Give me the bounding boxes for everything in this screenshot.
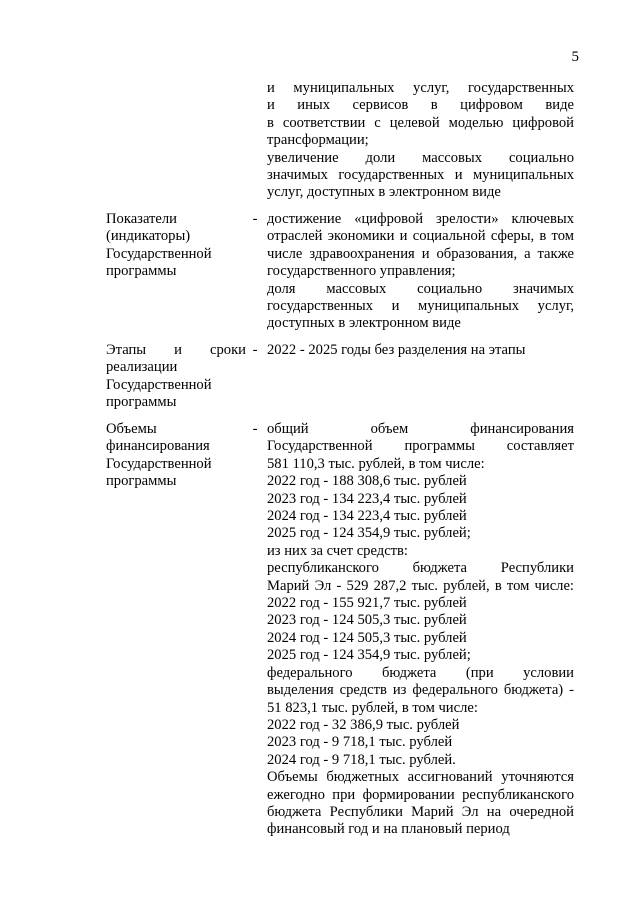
text-line: доступных в электронном виде (267, 315, 461, 332)
text-line: 2025 год - 124 354,9 тыс. рублей; (267, 647, 471, 664)
text-line: и иных сервисов в цифровом виде (267, 97, 574, 114)
text-line: трансформации; (267, 132, 369, 149)
label-line: Государственной (106, 455, 212, 472)
text-line: 2022 год - 32 386,9 тыс. рублей (267, 716, 460, 733)
section-dash: - (252, 211, 258, 227)
text-line: увеличение доли массовых социально (267, 149, 574, 166)
text-line: 2024 год - 134 223,4 тыс. рублей (267, 508, 467, 525)
label-line: финансирования (106, 438, 210, 455)
label-line: Государственной (106, 245, 212, 262)
label-line: Показатели (106, 211, 177, 227)
text-line: 2024 год - 9 718,1 тыс. рублей. (267, 751, 456, 768)
label-line: (индикаторы) (106, 228, 191, 245)
label-line: программы (106, 473, 177, 490)
text-line: доля массовых социально значимых (267, 280, 574, 297)
text-line: Объемы бюджетных ассигнований уточняются (267, 769, 574, 786)
text-line: 2022 - 2025 годы без разделения на этапы (267, 342, 526, 358)
text-line: Марий Эл - 529 287,2 тыс. рублей, в том числе: (267, 577, 574, 594)
label-line: Объемы (106, 421, 157, 437)
text-line: Государственной программы составляет (267, 438, 574, 455)
section-dash: - (252, 421, 258, 437)
text-line: в соответствии с целевой моделью цифровой (267, 114, 574, 131)
text-line: 2025 год - 124 354,9 тыс. рублей; (267, 525, 471, 542)
text-line: финансовый год и на плановый период (267, 821, 510, 838)
text-line: 2023 год - 9 718,1 тыс. рублей (267, 734, 453, 751)
section-label (106, 211, 246, 281)
text-line: бюджета Республики Марий Эл на очередной (267, 803, 574, 820)
text-line: федерального бюджета (при условии (267, 664, 574, 681)
text-line: 51 823,1 тыс. рублей, в том числе: (267, 699, 478, 716)
text-line: 2022 год - 188 308,6 тыс. рублей (267, 473, 467, 490)
section-content (267, 342, 574, 359)
text-line: 2022 год - 155 921,7 тыс. рублей (267, 595, 467, 612)
text-line: из них за счет средств: (267, 542, 408, 559)
continuation-text (267, 80, 574, 202)
label-line: программы (106, 263, 177, 280)
section-content (267, 211, 574, 333)
text-line: 581 110,3 тыс. рублей, в том числе: (267, 455, 485, 472)
text-line: ежегодно при формировании республиканского (267, 786, 574, 803)
text-line: достижение «цифровой зрелости» ключевых (267, 211, 574, 227)
text-line: 2023 год - 134 223,4 тыс. рублей (267, 490, 467, 507)
text-line: выделения средств из федерального бюджета) - (267, 682, 574, 699)
section-label (106, 342, 246, 412)
text-line: 2024 год - 124 505,3 тыс. рублей (267, 629, 467, 646)
page-number: 5 (571, 49, 579, 65)
text-line: государственных и муниципальных услуг, (267, 298, 574, 315)
text-line: государственного управления; (267, 263, 456, 280)
text-line: отраслей экономики и социальной сферы, в том (267, 228, 574, 245)
text-line: 2023 год - 124 505,3 тыс. рублей (267, 612, 467, 629)
text-line: и муниципальных услуг, государственных (267, 80, 574, 96)
text-line: услуг, доступных в электронном виде (267, 184, 501, 201)
text-line: общий объем финансирования (267, 421, 574, 437)
text-line: республиканского бюджета Республики (267, 560, 574, 577)
section-dash: - (252, 342, 258, 358)
label-line: Этапы и сроки (106, 342, 246, 358)
label-line: реализации (106, 359, 178, 376)
text-line: значимых государственных и муниципальных (267, 167, 574, 184)
text-line: числе здравоохранения и образования, а также (267, 245, 574, 262)
section-label (106, 421, 246, 491)
label-line: Государственной (106, 376, 212, 393)
label-line: программы (106, 394, 177, 411)
section-content (267, 421, 574, 839)
